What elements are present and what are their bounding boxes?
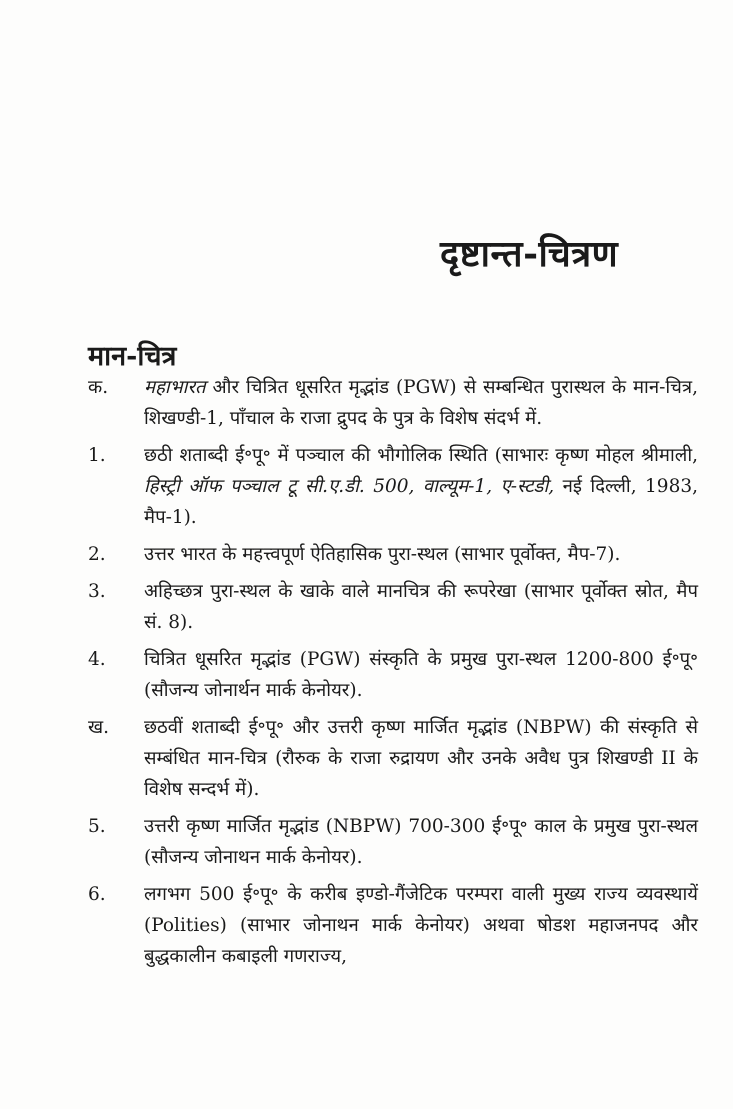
list-item <box>88 372 698 434</box>
text-run: चित्रित धूसरित मृद्भांड (PGW) संस्कृति के प्रमुख पुरा-स्थल 1200-800 ई॰पू॰ (सौजन्य जोनार्थन मार्क केनोयर). <box>144 649 698 701</box>
list-item <box>88 811 698 873</box>
section-heading: मान-चित्र <box>88 341 177 372</box>
list-item-text <box>144 712 698 805</box>
list-item-marker: 4. <box>88 649 106 670</box>
list-item <box>88 539 698 570</box>
text-run: उत्तरी कृष्ण मार्जित मृद्भांड (NBPW) 700-300 ई॰पू॰ काल के प्रमुख पुरा-स्थल (सौजन्य जोनाथन मार्क केनोयर). <box>144 816 698 868</box>
list-item <box>88 712 698 805</box>
list-item-marker: 6. <box>88 884 106 905</box>
illustration-list <box>88 372 698 978</box>
text-run: नई दिल्ली, 1983, मैप-1). <box>144 476 698 528</box>
list-item-text <box>144 811 698 873</box>
list-item-text <box>144 576 698 638</box>
text-run: और चित्रित धूसरित मृद्भांड (PGW) से सम्बन्धित पुरास्थल के मान-चित्र, शिखण्डी-1, पाँचाल के राजा द्रुपद के पुत्र के विशेष संदर्भ में. <box>144 377 698 429</box>
list-item-marker: 3. <box>88 581 106 602</box>
text-run: छठी शताब्दी ई॰पू॰ में पञ्चाल की भौगोलिक स्थिति (साभारः कृष्ण मोहल श्रीमाली, <box>144 445 698 466</box>
list-item-marker: 2. <box>88 544 106 565</box>
list-item <box>88 879 698 972</box>
list-item-marker: ख. <box>88 717 110 738</box>
list-item-text <box>144 440 698 533</box>
list-item-marker: क. <box>88 377 109 398</box>
text-run: छठवीं शताब्दी ई॰पू॰ और उत्तरी कृष्ण मार्जित मृद्भांड (NBPW) की संस्कृति से सम्बंधित मान-चित्र (रौरुक के राजा रुद्रायण और उनके अवैध पुत्र शिखण्डी II के विशेष सन्दर्भ में). <box>144 717 698 800</box>
italic-title: हिस्ट्री ऑफ पञ्चाल टू सी.ए.डी. 500, वाल्यूम-1, ए-स्टडी, <box>144 476 555 497</box>
text-run: उत्तर भारत के महत्त्वपूर्ण ऐतिहासिक पुरा-स्थल (साभार पूर्वोक्त, मैप-7). <box>144 544 621 565</box>
list-item-marker: 5. <box>88 816 106 837</box>
list-item <box>88 440 698 533</box>
text-run: अहिच्छत्र पुरा-स्थल के खाके वाले मानचित्र की रूपरेखा (साभार पूर्वोक्त स्रोत, मैप सं. 8). <box>144 581 698 633</box>
page-title: दृष्टान्त-चित्रण <box>440 233 619 275</box>
list-item <box>88 644 698 706</box>
list-item <box>88 576 698 638</box>
list-item-text <box>144 372 698 434</box>
list-item-text <box>144 644 698 706</box>
list-item-text <box>144 879 698 972</box>
list-item-text <box>144 539 698 570</box>
text-run: लगभग 500 ई॰पू॰ के करीब इण्डो-गैंजेटिक परम्परा वाली मुख्य राज्य व्यवस्थायें (Polities) (साभार जोनाथन मार्क केनोयर) अथवा षोडश महाजनपद और बुद्धकालीन कबाइली गणराज्य, <box>144 884 698 967</box>
list-item-marker: 1. <box>88 445 106 466</box>
italic-title: महाभारत <box>144 377 206 398</box>
